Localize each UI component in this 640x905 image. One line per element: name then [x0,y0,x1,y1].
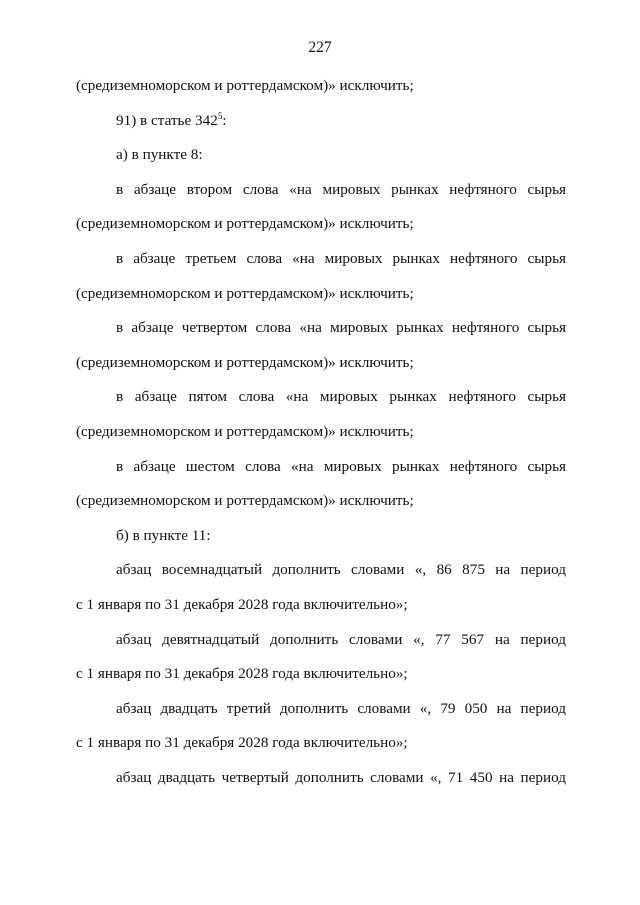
text-line: абзац двадцать третий дополнить словами «, 79 050 на период [116,699,566,717]
text-line: абзац двадцать четвертый дополнить словами «, 71 450 на период [116,768,566,786]
text-line: б) в пункте 11: [116,526,211,544]
text-line: (средиземноморском и роттердамском)» исключить; [76,492,414,510]
text-line: (средиземноморском и роттердамском)» исключить; [76,284,414,302]
article-superscript: 5 [217,110,223,121]
text-line: с 1 января по 31 декабря 2028 года включительно»; [76,665,408,683]
document-body [76,76,566,802]
text-line: (средиземноморском и роттердамском)» исключить; [76,353,414,371]
page-number: 227 [308,39,332,56]
text-line: (средиземноморском и роттердамском)» исключить; [76,215,414,233]
text-line: (средиземноморском и роттердамском)» исключить; [76,422,414,440]
text-line: в абзаце втором слова «на мировых рынках нефтяного сырья [116,180,566,198]
text-line: с 1 января по 31 декабря 2028 года включительно»; [76,595,408,613]
text-line: в абзаце четвертом слова «на мировых рынках нефтяного сырья [116,319,566,337]
text-line: в абзаце пятом слова «на мировых рынках нефтяного сырья [116,388,566,406]
text-line: абзац девятнадцатый дополнить словами «, 77 567 на период [116,630,566,648]
text-line: в абзаце третьем слова «на мировых рынках нефтяного сырья [116,249,566,267]
text-line: (средиземноморском и роттердамском)» исключить; [76,77,414,94]
text-line: с 1 января по 31 декабря 2028 года включительно»; [76,734,408,752]
text-line: абзац восемнадцатый дополнить словами «, 86 875 на период [116,561,566,579]
text-line: а) в пункте 8: [116,146,203,164]
text-line: в абзаце шестом слова «на мировых рынках нефтяного сырья [116,457,566,475]
article-heading [76,111,566,131]
article-text: 91) в статье 342 [116,111,218,129]
article-suffix: : [222,111,227,129]
